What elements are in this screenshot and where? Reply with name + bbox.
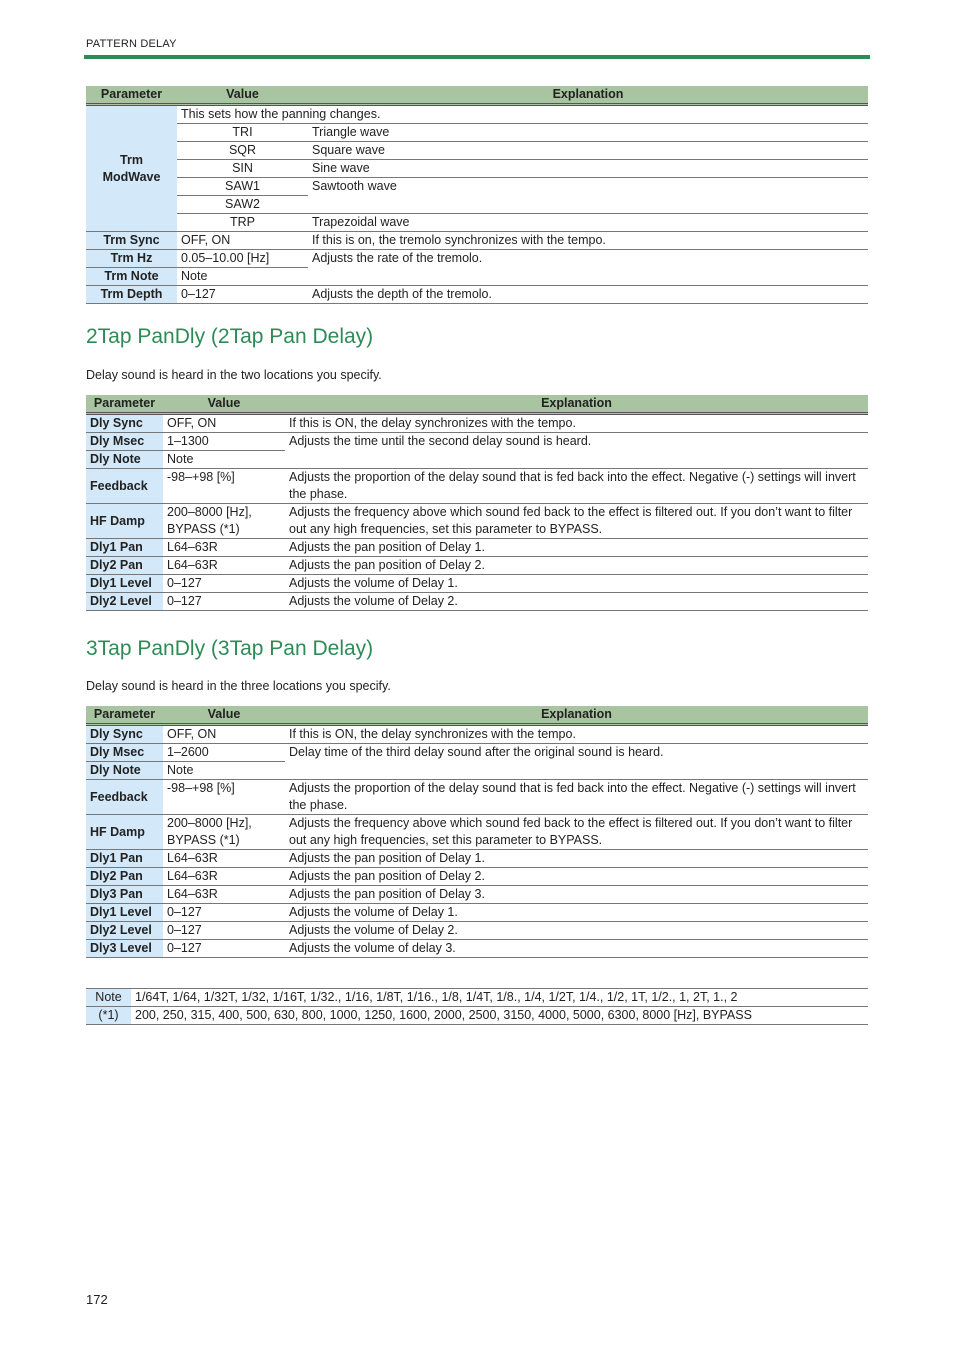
table-row xyxy=(86,744,868,762)
param-explanation: Adjusts the rate of the tremolo. xyxy=(308,250,868,286)
option-explanation: Square wave xyxy=(308,142,868,160)
column-header-explanation: Explanation xyxy=(285,395,868,414)
column-header-parameter: Parameter xyxy=(86,86,177,105)
param-explanation: Delay time of the third delay sound after the original sound is heard. xyxy=(285,744,868,780)
param-name: Dly1 Pan xyxy=(86,850,163,868)
column-header-parameter: Parameter xyxy=(86,395,163,414)
option-explanation: Sawtooth wave xyxy=(308,178,868,214)
table-row xyxy=(86,414,868,433)
param-name: HF Damp xyxy=(86,815,163,850)
param-name: Trm Depth xyxy=(86,286,177,304)
table-row xyxy=(86,250,868,268)
param-value: OFF, ON xyxy=(163,414,285,433)
param-name: Dly2 Pan xyxy=(86,557,163,575)
param-value: 0–127 xyxy=(163,593,285,611)
param-value: 1–2600 xyxy=(163,744,285,762)
column-header-value: Value xyxy=(163,706,285,725)
option-explanation: Trapezoidal wave xyxy=(308,214,868,232)
param-explanation: Adjusts the volume of delay 3. xyxy=(285,940,868,958)
column-header-value: Value xyxy=(177,86,308,105)
param-explanation: Adjusts the proportion of the delay sound that is fed back into the effect. Negative (-) settings will invert the phase. xyxy=(285,780,868,815)
param-value: L64–63R xyxy=(163,886,285,904)
note-text: 200, 250, 315, 400, 500, 630, 800, 1000, 1250, 1600, 2000, 2500, 3150, 4000, 5000, 6300, 8000 [Hz], BYPASS xyxy=(131,1007,868,1025)
section-title-2tap: 2Tap PanDly (2Tap Pan Delay) xyxy=(86,325,374,348)
param-name: Dly Msec xyxy=(86,744,163,762)
table-row xyxy=(86,725,868,744)
param-value: 200–8000 [Hz], BYPASS (*1) xyxy=(163,504,285,539)
param-value: 0–127 xyxy=(177,286,308,304)
table-row xyxy=(86,922,868,940)
header-rule xyxy=(84,55,870,59)
param-value: 0–127 xyxy=(163,904,285,922)
table-row xyxy=(86,214,868,232)
option-value: SAW1 xyxy=(177,178,308,196)
param-name: Dly3 Pan xyxy=(86,886,163,904)
column-header-parameter: Parameter xyxy=(86,706,163,725)
param-value: OFF, ON xyxy=(177,232,308,250)
param-name: Dly Sync xyxy=(86,414,163,433)
param-value: L64–63R xyxy=(163,539,285,557)
option-value: SAW2 xyxy=(177,196,308,214)
param-value: 1–1300 xyxy=(163,433,285,451)
table-row xyxy=(86,989,868,1007)
param-value: 0–127 xyxy=(163,575,285,593)
param-explanation: If this is on, the tremolo synchronizes with the tempo. xyxy=(308,232,868,250)
section-title-3tap: 3Tap PanDly (3Tap Pan Delay) xyxy=(86,637,374,660)
param-name: HF Damp xyxy=(86,504,163,539)
table-row xyxy=(86,504,868,539)
table-row xyxy=(86,780,868,815)
table-row xyxy=(86,940,868,958)
param-name: Trm Hz xyxy=(86,250,177,268)
table-row xyxy=(86,286,868,304)
column-header-explanation: Explanation xyxy=(285,706,868,725)
param-value: Note xyxy=(163,451,285,469)
param-name: Dly Note xyxy=(86,762,163,780)
option-value: SIN xyxy=(177,160,308,178)
param-explanation: Adjusts the pan position of Delay 3. xyxy=(285,886,868,904)
param-explanation: If this is ON, the delay synchronizes with the tempo. xyxy=(285,725,868,744)
param-value: -98–+98 [%] xyxy=(163,780,285,815)
param-explanation: Adjusts the volume of Delay 1. xyxy=(285,575,868,593)
param-value: Note xyxy=(177,268,308,286)
table-row xyxy=(86,575,868,593)
2tap-parameter-table xyxy=(86,395,868,611)
table-row xyxy=(86,1007,868,1025)
3tap-parameter-table xyxy=(86,706,868,958)
note-label: Note xyxy=(86,989,131,1007)
param-value: 0.05–10.00 [Hz] xyxy=(177,250,308,268)
param-explanation: Adjusts the proportion of the delay sound that is fed back into the effect. Negative (-) settings will invert the phase. xyxy=(285,469,868,504)
table-row xyxy=(86,178,868,196)
table-row xyxy=(86,815,868,850)
table-row xyxy=(86,232,868,250)
table-row xyxy=(86,124,868,142)
param-name: Trm Sync xyxy=(86,232,177,250)
option-value: TRI xyxy=(177,124,308,142)
param-value: L64–63R xyxy=(163,868,285,886)
option-explanation: Triangle wave xyxy=(308,124,868,142)
param-explanation: Adjusts the depth of the tremolo. xyxy=(308,286,868,304)
param-value: 200–8000 [Hz], BYPASS (*1) xyxy=(163,815,285,850)
table-row xyxy=(86,142,868,160)
section-intro-3tap: Delay sound is heard in the three locations you specify. xyxy=(86,679,391,693)
param-explanation: Adjusts the time until the second delay sound is heard. xyxy=(285,433,868,469)
running-head: PATTERN DELAY xyxy=(86,38,177,50)
table-row xyxy=(86,886,868,904)
param-name: Dly2 Pan xyxy=(86,868,163,886)
param-explanation: Adjusts the volume of Delay 1. xyxy=(285,904,868,922)
column-header-value: Value xyxy=(163,395,285,414)
param-name: Trm Note xyxy=(86,268,177,286)
option-value: SQR xyxy=(177,142,308,160)
param-explanation: Adjusts the volume of Delay 2. xyxy=(285,593,868,611)
tremolo-parameter-table xyxy=(86,86,868,304)
table-row xyxy=(86,539,868,557)
param-value: 0–127 xyxy=(163,940,285,958)
param-explanation: Adjusts the pan position of Delay 1. xyxy=(285,539,868,557)
value-notes-table xyxy=(86,988,868,1025)
option-explanation: Sine wave xyxy=(308,160,868,178)
param-value: OFF, ON xyxy=(163,725,285,744)
table-row xyxy=(86,160,868,178)
param-explanation: Adjusts the pan position of Delay 2. xyxy=(285,557,868,575)
param-explanation: Adjusts the volume of Delay 2. xyxy=(285,922,868,940)
param-value: -98–+98 [%] xyxy=(163,469,285,504)
table-row xyxy=(86,557,868,575)
param-name: Dly2 Level xyxy=(86,593,163,611)
param-name: Dly1 Level xyxy=(86,575,163,593)
param-name: Feedback xyxy=(86,469,163,504)
param-explanation: Adjusts the pan position of Delay 2. xyxy=(285,868,868,886)
param-explanation: Adjusts the pan position of Delay 1. xyxy=(285,850,868,868)
note-text: 1/64T, 1/64, 1/32T, 1/32, 1/16T, 1/32., 1/16, 1/8T, 1/16., 1/8, 1/4T, 1/8., 1/4, 1/2T, 1/4., 1/2, 1T, 1/2., 1, 2T, 1., 2 xyxy=(131,989,868,1007)
param-explanation: If this is ON, the delay synchronizes with the tempo. xyxy=(285,414,868,433)
table-row xyxy=(86,868,868,886)
table-row xyxy=(86,850,868,868)
param-value: Note xyxy=(163,762,285,780)
param-name: Dly Sync xyxy=(86,725,163,744)
table-row xyxy=(86,469,868,504)
param-value: L64–63R xyxy=(163,850,285,868)
param-explanation: Adjusts the frequency above which sound fed back to the effect is filtered out. If you don’t want to filter out any high frequencies, set this parameter to BYPASS. xyxy=(285,815,868,850)
param-trm-modwave: Trm ModWave xyxy=(86,105,177,232)
table-row xyxy=(86,593,868,611)
param-name: Dly Note xyxy=(86,451,163,469)
param-name: Dly Msec xyxy=(86,433,163,451)
param-explanation: Adjusts the frequency above which sound fed back to the effect is filtered out. If you don’t want to filter out any high frequencies, set this parameter to BYPASS. xyxy=(285,504,868,539)
note-label: (*1) xyxy=(86,1007,131,1025)
param-name: Feedback xyxy=(86,780,163,815)
param-value: L64–63R xyxy=(163,557,285,575)
column-header-explanation: Explanation xyxy=(308,86,868,105)
param-name: Dly1 Pan xyxy=(86,539,163,557)
table-row xyxy=(86,904,868,922)
param-name: Dly2 Level xyxy=(86,922,163,940)
param-value: 0–127 xyxy=(163,922,285,940)
param-name: Dly1 Level xyxy=(86,904,163,922)
modwave-intro: This sets how the panning changes. xyxy=(177,105,868,124)
option-value: TRP xyxy=(177,214,308,232)
param-name: Dly3 Level xyxy=(86,940,163,958)
page-number: 172 xyxy=(86,1292,108,1307)
section-intro-2tap: Delay sound is heard in the two locations you specify. xyxy=(86,368,382,382)
table-row xyxy=(86,433,868,451)
